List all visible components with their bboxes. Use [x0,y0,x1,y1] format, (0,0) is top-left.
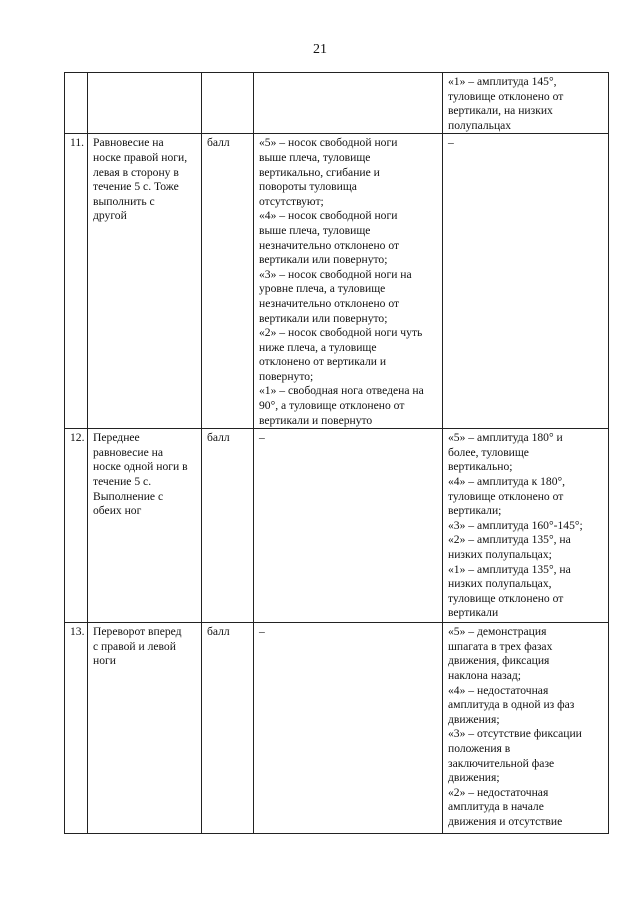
unit-cell: балл [202,429,254,623]
row-number: 12. [65,429,88,623]
unit-cell: балл [202,623,254,834]
exercise-name [88,73,202,134]
row-number: 13. [65,623,88,834]
criteria-table [64,72,609,834]
table-row [65,134,609,429]
criteria-cell-b: «1» – амплитуда 145°, туловище отклонено от вертикали, на низких полупальцах [443,73,609,134]
criteria-cell-a: – [254,623,443,834]
exercise-name: Переднее равновесие на носке одной ноги в течение 5 с. Выполнение с обеих ног [88,429,202,623]
criteria-cell-a: – [254,429,443,623]
row-number [65,73,88,134]
criteria-cell-a: «5» – носок свободной ноги выше плеча, туловище вертикально, сгибание и повороты туловища отсутствуют; «4» – носок свободной ноги выше плеча, туловище незначительно отклонено от вертикали или повернуто; «3» – носок свободной ноги на уровне плеча, а туловище незначительно отклонено от вертикали или повернуто; «2» – носок свободной ноги чуть ниже плеча, а туловище отклонено от вертикали и повернуто; «1» – свободная нога отведена на 90°, а туловище отклонено от вертикали и повернуто [254,134,443,429]
unit-cell [202,73,254,134]
exercise-name: Переворот вперед с правой и левой ноги [88,623,202,834]
criteria-cell-b: – [443,134,609,429]
page-number: 21 [313,42,327,57]
table-row [65,623,609,834]
criteria-cell-b: «5» – амплитуда 180° и более, туловище вертикально; «4» – амплитуда к 180°, туловище отклонено от вертикали; «3» – амплитуда 160°-145°; «2» – амплитуда 135°, на низких полупальцах; «1» – амплитуда 135°, на низких полупальцах, туловище отклонено от вертикали [443,429,609,623]
criteria-cell-a [254,73,443,134]
exercise-name: Равновесие на носке правой ноги, левая в сторону в течение 5 с. Тоже выполнить с другой [88,134,202,429]
table-row [65,429,609,623]
row-number: 11. [65,134,88,429]
criteria-cell-b: «5» – демонстрация шпагата в трех фазах движения, фиксация наклона назад; «4» – недостаточная амплитуда в одной из фаз движения; «3» – отсутствие фиксации положения в заключительной фазе движения; «2» – недостаточная амплитуда в начале движения и отсутствие [443,623,609,834]
unit-cell: балл [202,134,254,429]
table-row [65,73,609,134]
